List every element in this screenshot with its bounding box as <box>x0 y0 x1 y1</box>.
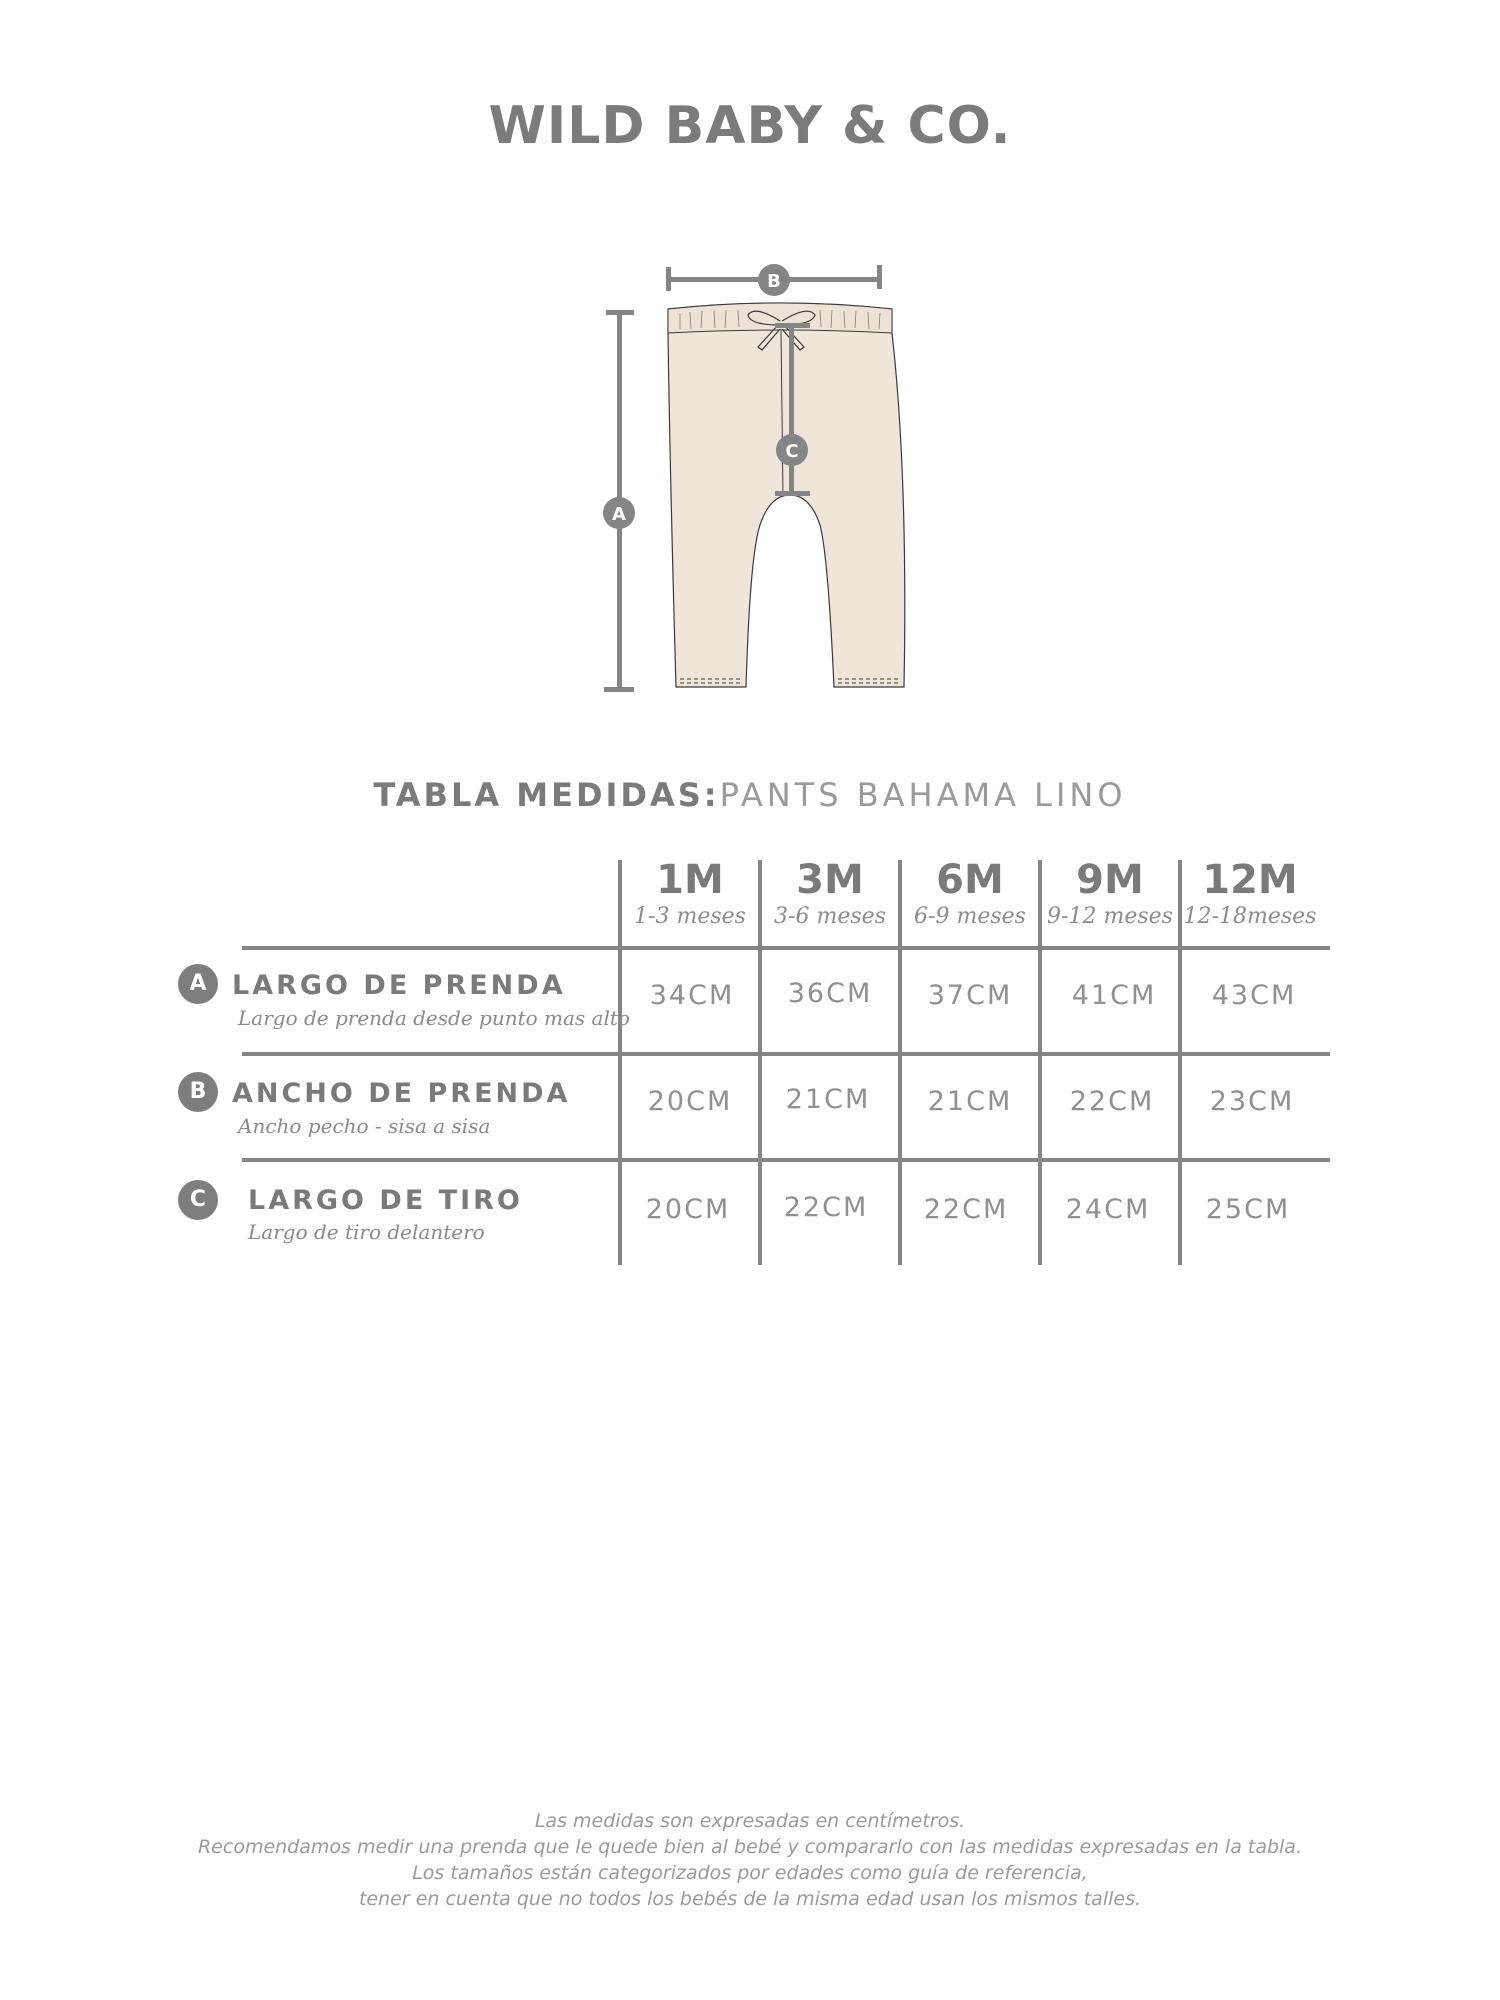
column-size: 9M <box>1076 857 1144 903</box>
table-cell: 20CM <box>645 1194 731 1225</box>
footer-line: Las medidas son expresadas en centímetros. <box>534 1810 966 1832</box>
column-size: 1M <box>656 857 724 903</box>
table-divider-header <box>242 946 1330 950</box>
column-size: 12M <box>1202 857 1298 903</box>
table-cell: 43CM <box>1211 980 1297 1011</box>
row-description: Ancho pecho - sisa a sisa <box>238 1114 491 1138</box>
table-cell: 21CM <box>785 1084 871 1115</box>
table-title-bold: TABLA MEDIDAS: <box>373 776 720 814</box>
row-description: Largo de tiro delantero <box>248 1220 485 1244</box>
table-divider-row-1 <box>242 1052 1330 1056</box>
table-cell: 22CM <box>923 1194 1009 1225</box>
table-divider-row-2 <box>242 1158 1330 1162</box>
table-cell: 22CM <box>783 1192 869 1223</box>
column-age-range: 1-3 meses <box>634 904 746 929</box>
badge-a-icon: A <box>178 964 218 1004</box>
table-cell: 25CM <box>1205 1194 1291 1225</box>
column-header-6m <box>900 858 1040 932</box>
column-header-9m <box>1040 858 1180 932</box>
table-cell: 36CM <box>787 978 873 1009</box>
table-cell: 20CM <box>647 1086 733 1117</box>
column-header-1m <box>620 858 760 932</box>
column-age-range: 9-12 meses <box>1047 904 1173 929</box>
column-age-range: 6-9 meses <box>914 904 1026 929</box>
table-title-product: PANTS BAHAMA LINO <box>719 776 1127 814</box>
column-size: 6M <box>936 857 1004 903</box>
footer-line: Los tamaños están categorizados por edades como guía de referencia, <box>412 1862 1088 1884</box>
column-size: 3M <box>796 857 864 903</box>
column-header-12m <box>1180 858 1320 932</box>
marker-b <box>666 264 882 296</box>
row-title: ANCHO DE PRENDA <box>232 1078 571 1109</box>
footer-line: Recomendamos medir una prenda que le quede bien al bebé y compararlo con las medidas expresadas en la tabla. <box>197 1836 1302 1858</box>
svg-text:A: A <box>612 504 626 525</box>
table-cell: 24CM <box>1065 1194 1151 1225</box>
row-description: Largo de prenda desde punto mas alto <box>238 1006 630 1030</box>
garment-diagram <box>590 255 920 715</box>
row-title: LARGO DE TIRO <box>248 1185 523 1216</box>
svg-text:B: B <box>767 271 781 292</box>
table-cell: 37CM <box>927 980 1013 1011</box>
column-header-3m <box>760 858 900 932</box>
table-cell: 21CM <box>927 1086 1013 1117</box>
footer-notes <box>0 1808 1500 1912</box>
column-age-range: 3-6 meses <box>774 904 886 929</box>
table-cell: 23CM <box>1209 1086 1295 1117</box>
table-title <box>0 776 1500 814</box>
table-cell: 34CM <box>649 980 735 1011</box>
table-cell: 41CM <box>1071 980 1157 1011</box>
row-title: LARGO DE PRENDA <box>232 970 566 1001</box>
column-age-range: 12-18meses <box>1183 904 1317 929</box>
badge-c-icon: C <box>178 1180 218 1220</box>
brand-title: WILD BABY & CO. <box>488 96 1012 156</box>
badge-b-icon: B <box>178 1072 218 1112</box>
pants-illustration <box>590 255 920 715</box>
svg-text:C: C <box>785 441 799 462</box>
footer-line: tener en cuenta que no todos los bebés de la misma edad usan los mismos talles. <box>358 1888 1142 1910</box>
table-cell: 22CM <box>1069 1086 1155 1117</box>
